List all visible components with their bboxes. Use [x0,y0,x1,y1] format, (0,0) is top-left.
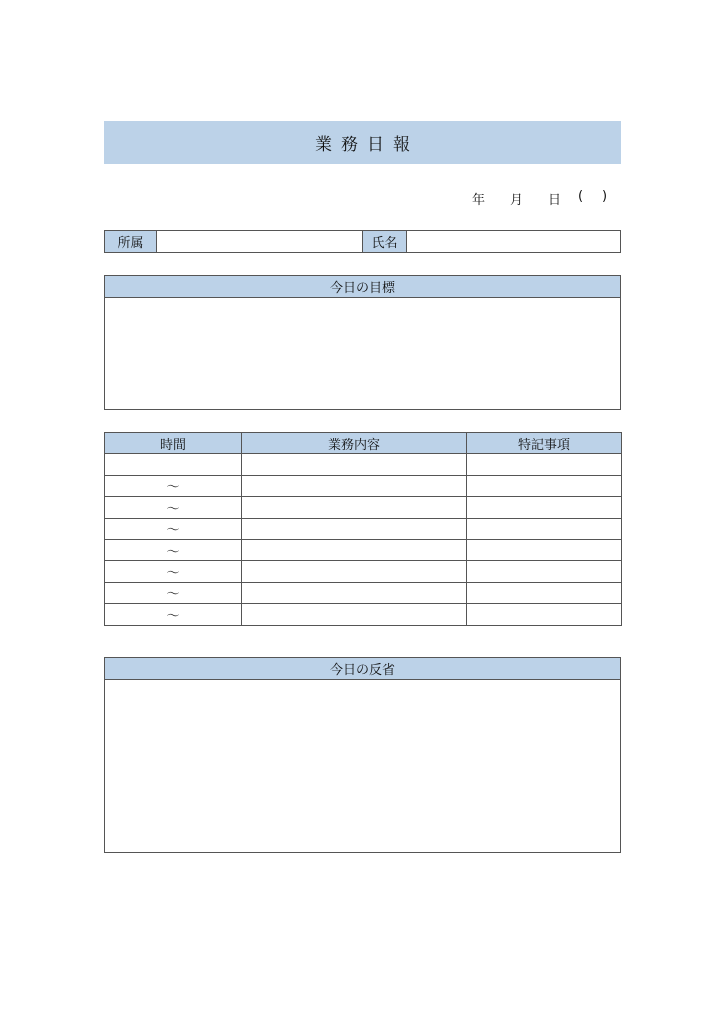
time-cell[interactable]: ～ [105,582,242,603]
goal-content-area[interactable] [105,298,620,409]
task-cell[interactable] [242,518,467,539]
weekday-paren-open: ( [578,189,584,204]
date-day-label: 日 [548,193,562,208]
time-cell[interactable]: ～ [105,497,242,518]
schedule-table [104,432,622,626]
reflection-heading: 今日の反省 [105,658,620,680]
time-cell[interactable] [105,454,242,475]
notes-cell[interactable] [467,604,622,625]
task-cell[interactable] [242,539,467,560]
reflection-content-area[interactable] [105,680,620,852]
notes-cell[interactable] [467,475,622,496]
table-row [105,539,622,560]
goal-heading: 今日の目標 [105,276,620,298]
report-title-bar [104,121,621,164]
notes-cell[interactable] [467,582,622,603]
name-label: 氏名 [363,231,407,252]
date-line [440,189,621,207]
notes-cell[interactable] [467,497,622,518]
time-cell[interactable]: ～ [105,518,242,539]
time-cell[interactable]: ～ [105,561,242,582]
task-cell[interactable] [242,561,467,582]
info-row [104,230,621,253]
task-cell[interactable] [242,497,467,518]
task-cell[interactable] [242,475,467,496]
time-column-header: 時間 [105,433,242,454]
time-cell[interactable]: ～ [105,539,242,560]
notes-cell[interactable] [467,561,622,582]
time-cell[interactable]: ～ [105,475,242,496]
notes-cell[interactable] [467,454,622,475]
notes-cell[interactable] [467,518,622,539]
report-title: 業務日報 [315,135,419,155]
date-month-label: 月 [510,193,524,208]
notes-column-header: 特記事項 [467,433,622,454]
table-row [105,518,622,539]
table-row [105,582,622,603]
weekday-paren-close: ) [602,189,608,204]
department-label: 所属 [105,231,157,252]
time-cell[interactable]: ～ [105,604,242,625]
reflection-section [104,657,621,853]
department-field[interactable] [157,231,363,252]
table-row [105,561,622,582]
task-cell[interactable] [242,454,467,475]
task-column-header: 業務内容 [242,433,467,454]
name-field[interactable] [407,231,620,252]
date-year-label: 年 [472,193,486,208]
notes-cell[interactable] [467,539,622,560]
task-cell[interactable] [242,582,467,603]
goal-section [104,275,621,410]
table-row [105,475,622,496]
task-cell[interactable] [242,604,467,625]
table-row [105,497,622,518]
table-row [105,604,622,625]
schedule-header-row [105,433,622,454]
table-row [105,454,622,475]
